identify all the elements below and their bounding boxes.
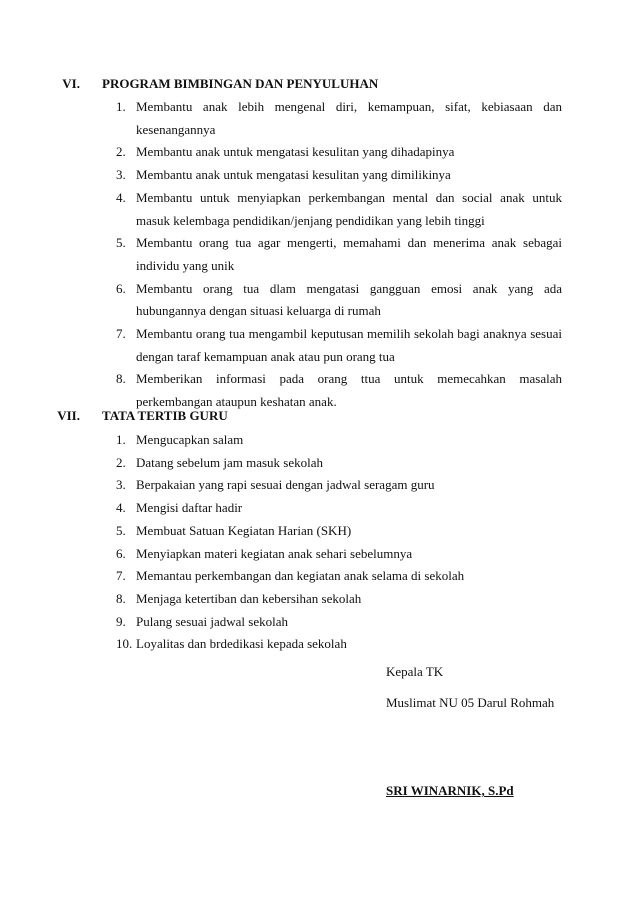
item-number: 3. [116,167,126,183]
list-item [116,633,562,656]
item-text: Membantu orang tua mengambil keputusan memilih sekolah bagi anaknya sesuai dengan taraf kemampuan anak atau pun orang tua [136,326,562,364]
item-text: Memberikan informasi pada orang ttua untuk memecahkan masalah perkembangan ataupun keshatan anak. [136,371,562,410]
list-item [116,164,562,187]
item-text: Membantu anak lebih mengenal diri, kemampuan, sifat, kebiasaan dan kesenangannya [136,99,562,137]
list-item [116,565,562,588]
list-item [116,429,562,452]
section-vii-title: TATA TERTIB GURU [102,408,228,423]
item-number: 2. [116,144,126,160]
item-text: Mengucapkan salam [136,432,244,447]
item-number: 1. [116,432,126,447]
item-number: 8. [116,590,126,606]
list-item [116,278,562,323]
item-text: Membantu untuk menyiapkan perkembangan mental dan social anak untuk masuk kelembaga pendidikan/jenjang pendidikan yang lebih tinggi [136,189,562,228]
item-text: Memantau perkembangan dan kegiatan anak selama di sekolah [136,568,465,584]
section-vii-numeral: VII. [57,408,80,423]
item-text: Mengisi daftar hadir [136,500,243,516]
item-number: 4. [116,189,126,205]
item-text: Membantu anak untuk mengatasi kesulitan yang dihadapinya [136,144,455,160]
item-text: Loyalitas dan brdedikasi kepada sekolah [136,636,347,652]
section-vi-title: PROGRAM BIMBINGAN DAN PENYULUHAN [102,76,379,91]
item-number: 7. [116,326,126,342]
item-text: Datang sebelum jam masuk sekolah [136,454,324,470]
item-number: 7. [116,568,126,584]
item-number: 4. [116,500,126,516]
item-text: Membantu anak untuk mengatasi kesulitan yang dimilikinya [136,167,451,183]
list-item [116,187,562,232]
list-item [116,611,562,634]
item-number: 5. [116,235,126,251]
section-vii-list [116,429,562,656]
item-text: Membantu orang tua agar mengerti, memahami dan menerima anak sebagai individu yang unik [136,235,562,273]
item-number: 6. [116,545,126,561]
list-item [116,497,562,520]
signature-name: SRI WINARNIK, S.Pd [386,783,514,798]
list-item [116,141,562,164]
item-number: 1. [116,99,126,114]
list-item [116,474,562,497]
item-text: Membuat Satuan Kegiatan Harian (SKH) [136,522,352,538]
item-text: Pulang sesuai jadwal sekolah [136,613,288,629]
item-text: Berpakaian yang rapi sesuai dengan jadwal seragam guru [136,477,435,493]
section-vi-list [116,96,562,414]
item-number: 8. [116,371,126,387]
item-number: 5. [116,522,126,538]
item-text: Menjaga ketertiban dan kebersihan sekolah [136,590,362,606]
list-item [116,588,562,611]
section-vi-numeral: VI. [62,76,80,91]
item-number: 6. [116,280,126,296]
list-item [116,96,562,141]
item-text: Membantu orang tua dlam mengatasi gangguan emosi anak yang ada hubungannya dengan situasi keluarga di rumah [136,280,562,319]
list-item [116,232,562,277]
signature-role: Kepala TK [386,664,444,679]
item-number: 3. [116,477,126,493]
list-item [116,520,562,543]
item-number: 9. [116,613,126,629]
list-item [116,452,562,475]
item-text: Menyiapkan materi kegiatan anak sehari sebelumnya [136,545,413,561]
signature-school: Muslimat NU 05 Darul Rohmah [386,695,555,710]
list-item [116,543,562,566]
item-number: 2. [116,454,126,470]
list-item [116,323,562,368]
item-number: 10. [116,636,133,652]
